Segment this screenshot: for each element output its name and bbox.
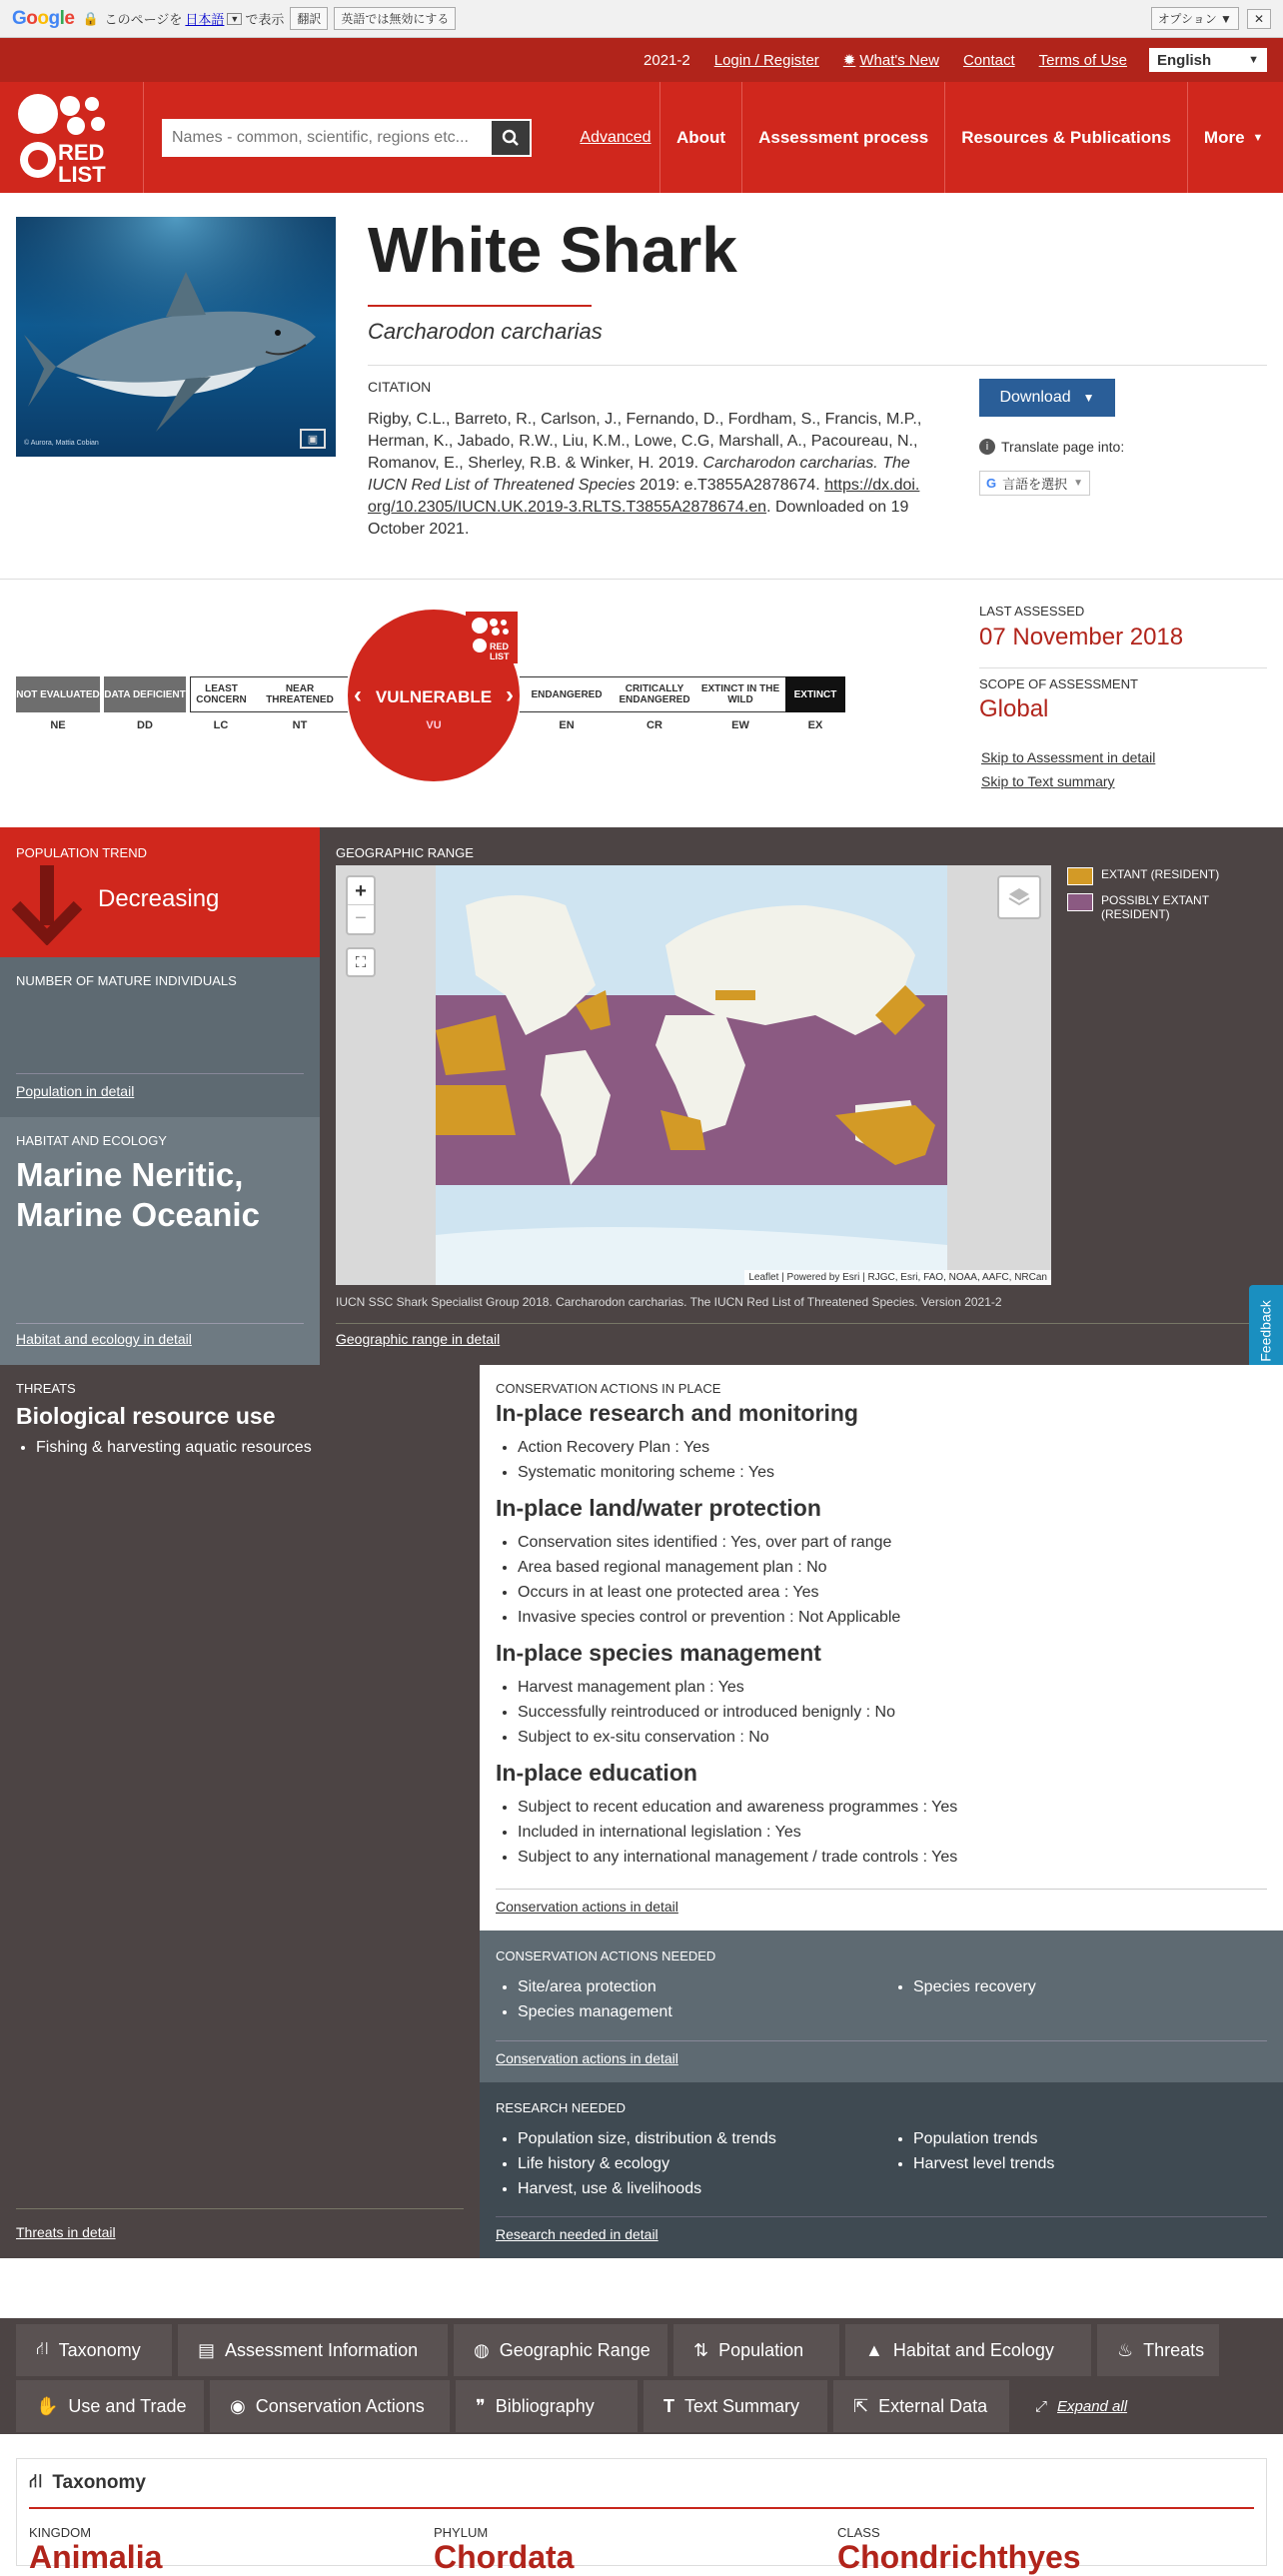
divider (336, 1323, 1267, 1324)
population-trend-label: POPULATION TREND (16, 845, 147, 860)
hand-icon: ✋ (36, 2395, 59, 2416)
section-tabs (0, 2318, 1283, 2434)
taxonomy-heading (29, 2471, 146, 2495)
research-list-2 (891, 2126, 1054, 2176)
utility-bar (0, 38, 1283, 82)
research-item: • Population size, distribution & trends (518, 2126, 776, 2151)
google-translate-bar (0, 0, 1283, 38)
tab-label: Conservation Actions (255, 2395, 425, 2416)
cons-group-title: In-place education (496, 1760, 697, 1786)
geographic-detail-link[interactable]: Geographic range in detail (336, 1331, 501, 1347)
nav-about[interactable]: About (659, 82, 741, 193)
legend-item-extant (1067, 867, 1221, 885)
divider (496, 2040, 1267, 2041)
redlist-category-scale (0, 580, 1283, 827)
translate-text-post: で表示 (245, 12, 285, 27)
chevron-down-icon: ▼ (1082, 391, 1095, 405)
fire-icon: ♨ (1117, 2339, 1134, 2360)
lock-icon: 🔒 (82, 10, 99, 26)
cons-needed-item: • Species management (518, 1999, 672, 2024)
cons-item: • Subject to ex-situ conservation : No (518, 1725, 1267, 1750)
search-icon (502, 129, 520, 147)
abbr-cr: CR (646, 719, 662, 731)
translate-text-pre: このページを (104, 12, 183, 27)
class-label: CLASS (837, 2525, 880, 2540)
species-common-name: White Shark (368, 214, 737, 286)
redlist-badge-icon (466, 612, 518, 663)
cons-needed-list-1 (496, 1974, 672, 2024)
svg-text:LIST: LIST (490, 651, 510, 661)
eye-icon: ◉ (230, 2395, 246, 2416)
scope-value: Global (979, 695, 1049, 722)
language-select[interactable] (1149, 48, 1267, 72)
legend-swatch-extant (1067, 867, 1093, 885)
legend-swatch-possibly-extant (1067, 893, 1093, 911)
kingdom-label: KINGDOM (29, 2525, 92, 2540)
download-label: Download (999, 389, 1071, 406)
research-item: • Population trends (913, 2126, 1054, 2151)
cons-group-list (496, 1530, 1267, 1630)
cons-needed-item: • Species recovery (913, 1974, 1036, 1999)
divider (16, 1073, 304, 1074)
research-item: • Harvest, use & livelihoods (518, 2176, 776, 2201)
gallery-icon[interactable]: ▣ (300, 429, 326, 449)
threats-label: THREATS (16, 1381, 76, 1396)
cons-item: • Harvest management plan : Yes (518, 1675, 1267, 1700)
legend-item-possibly-extant (1067, 893, 1221, 921)
download-button[interactable] (979, 379, 1115, 417)
tab-threats[interactable] (1097, 2324, 1219, 2376)
clipboard-icon: ▤ (198, 2339, 216, 2360)
map-attribution: Leaflet | Powered by Esri | RJGC, Esri, FAO, NOAA, AAFC, NRCan (744, 1270, 1051, 1285)
tab-use-trade[interactable] (16, 2380, 204, 2432)
cons-item: • Action Recovery Plan : Yes (518, 1435, 1267, 1460)
cons-item: • Area based regional management plan : No (518, 1555, 1267, 1580)
conservation-content (480, 1365, 1283, 1870)
world-map (336, 865, 1051, 1285)
kingdom-value[interactable]: Animalia (29, 2539, 163, 2575)
taxonomy-icon: ⛙ (36, 2338, 49, 2358)
tab-habitat-ecology[interactable] (845, 2324, 1091, 2376)
taxonomy-title: Taxonomy (52, 2472, 146, 2493)
citation-text (368, 409, 927, 541)
cons-group-list (496, 1675, 1267, 1750)
citation-title: Carcharodon carcharias. The IUCN Red List of Threatened Species (368, 455, 910, 494)
terms-link[interactable]: Terms of Use (1038, 51, 1127, 69)
translate-text: Translate page into: (1001, 439, 1125, 455)
expand-all-label: Expand all (1057, 2397, 1128, 2415)
advanced-search-link[interactable]: Advanced (580, 128, 651, 146)
google-logo: Google (12, 7, 75, 29)
cons-item: • Invasive species control or prevention : Not Applicable (518, 1605, 1267, 1630)
map-caption: IUCN SSC Shark Specialist Group 2018. Carcharodon carcharias. The IUCN Red List of Threatened Species. Version 2021-2 (336, 1295, 1002, 1309)
search-button[interactable] (492, 121, 530, 155)
vu-label: VULNERABLE (375, 687, 493, 706)
abbr-ex: EX (807, 719, 823, 731)
disable-translate-button[interactable]: 英語では無効にする (334, 7, 456, 30)
tab-text-summary[interactable] (643, 2380, 827, 2432)
species-photo[interactable] (16, 217, 336, 457)
scope-label: SCOPE OF ASSESSMENT (979, 667, 1267, 691)
nav-resources[interactable]: Resources & Publications (944, 82, 1187, 193)
whats-new-label: What's New (859, 51, 939, 69)
svg-text:LIST: LIST (58, 162, 106, 187)
chevron-right-icon: › (506, 681, 514, 708)
species-scientific-name: Carcharodon carcharias (368, 319, 603, 344)
threats-list (16, 1439, 312, 1457)
mature-individuals-label: NUMBER OF MATURE INDIVIDUALS (16, 973, 237, 988)
google-language-select[interactable] (979, 471, 1090, 496)
research-needed-panel (480, 2082, 1283, 2258)
cat-nt: NEAR THREATENED (252, 676, 348, 712)
tab-external-data[interactable] (833, 2380, 1009, 2432)
class-value[interactable]: Chondrichthyes (837, 2539, 1081, 2575)
title-underline (368, 305, 592, 307)
conservation-needed-panel (480, 1931, 1283, 2082)
cons-item: • Subject to any international management / trade controls : Yes (518, 1845, 1267, 1870)
star-icon: ✹ (842, 52, 856, 69)
zoom-in-button[interactable]: + (348, 877, 374, 905)
cons-item: • Conservation sites identified : Yes, over part of range (518, 1530, 1267, 1555)
last-assessed-date: 07 November 2018 (979, 624, 1184, 650)
conservation-needed-detail-link[interactable]: Conservation actions in detail (496, 2050, 678, 2066)
taxonomy-section (16, 2458, 1267, 2575)
external-link-icon: ⇱ (853, 2395, 869, 2416)
chevron-left-icon: ‹ (354, 681, 362, 708)
research-item: • Harvest level trends (913, 2151, 1054, 2176)
search-area (144, 82, 572, 193)
globe-icon: ◍ (474, 2339, 490, 2360)
svg-text:RED: RED (490, 642, 510, 651)
svg-text:RED: RED (58, 140, 105, 165)
zoom-control (346, 875, 376, 935)
vu-abbr: VU (426, 719, 442, 731)
cons-group-list (496, 1795, 1267, 1870)
contact-link[interactable]: Contact (962, 51, 1015, 69)
lang-link[interactable]: 日本語 (185, 12, 225, 27)
cons-group-title: In-place land/water protection (496, 1495, 821, 1521)
caret-down-icon: ▼ (1252, 131, 1264, 144)
divider (29, 2507, 1254, 2509)
abbr-nt: NT (292, 719, 308, 731)
chevron-down-icon: ▼ (1073, 478, 1084, 489)
redlist-logo[interactable] (0, 82, 144, 193)
tab-population[interactable] (673, 2324, 839, 2376)
tab-taxonomy[interactable] (16, 2324, 172, 2376)
shark-illustration (16, 217, 336, 457)
abbr-en: EN (559, 719, 575, 731)
layers-button[interactable] (997, 875, 1041, 919)
habitat-value: Marine Neritic, Marine Oceanic (16, 1156, 260, 1233)
tab-label: Assessment Information (225, 2339, 419, 2360)
cons-group-list (496, 1435, 1267, 1485)
cat-dd: DATA DEFICIENT (104, 676, 186, 712)
cons-needed-list-2 (891, 1974, 1036, 1999)
main-nav (0, 82, 1283, 193)
expand-icon: ⤢ (1035, 2397, 1048, 2415)
abbr-dd: DD (137, 719, 153, 731)
cat-ne: NOT EVALUATED (16, 676, 100, 712)
citation-code: 2019: e.T3855A2878674. (640, 477, 820, 494)
phylum-value[interactable]: Chordata (434, 2539, 575, 2575)
cons-item: • Subject to recent education and awareness programmes : Yes (518, 1795, 1267, 1820)
threats-panel (0, 1365, 480, 2258)
cons-item: • Occurs in at least one protected area : Yes (518, 1580, 1267, 1605)
tab-label: Habitat and Ecology (892, 2339, 1054, 2360)
taxonomy-icon: ⛙ (29, 2471, 43, 2492)
photo-credit: © Aurora, Mattia Cobian (24, 440, 99, 447)
language-value: English (1157, 51, 1212, 69)
nav-assessment-process[interactable]: Assessment process (741, 82, 944, 193)
geographic-range-label: GEOGRAPHIC RANGE (336, 845, 474, 860)
tab-geographic-range[interactable] (454, 2324, 667, 2376)
tab-conservation-actions[interactable] (210, 2380, 450, 2432)
cons-group-title: In-place research and monitoring (496, 1400, 858, 1426)
cat-en: ENDANGERED (520, 676, 614, 712)
tab-label: Text Summary (684, 2395, 800, 2416)
info-icon: i (979, 439, 995, 455)
tab-label: Use and Trade (68, 2395, 187, 2416)
cons-group-title: In-place species management (496, 1640, 821, 1666)
tab-assessment-information[interactable] (178, 2324, 448, 2376)
cat-ew: EXTINCT IN THE WILD (695, 676, 785, 712)
skip-assessment-link[interactable]: Skip to Assessment in detail (981, 749, 1156, 765)
mature-individuals-panel (0, 957, 320, 1117)
text-icon: T (663, 2395, 674, 2416)
google-g-icon: G (986, 476, 997, 491)
quote-icon: ❞ (476, 2395, 486, 2416)
cons-item: • Included in international legislation : Yes (518, 1820, 1267, 1845)
redlist-logo-graphic (0, 82, 144, 193)
divider (16, 1323, 304, 1324)
tab-bibliography[interactable] (456, 2380, 638, 2432)
down-arrow-icon (12, 865, 82, 945)
habitat-detail-link[interactable]: Habitat and ecology in detail (16, 1331, 192, 1347)
cat-lc: LEAST CONCERN (190, 676, 252, 712)
habitat-panel (0, 1117, 320, 1365)
nav-more[interactable] (1187, 82, 1283, 193)
research-needed-label: RESEARCH NEEDED (496, 2100, 627, 2115)
research-list-1 (496, 2126, 776, 2201)
population-detail-link[interactable]: Population in detail (16, 1083, 135, 1099)
search-input[interactable] (164, 121, 492, 155)
threats-title: Biological resource use (16, 1403, 276, 1429)
close-bar-button[interactable]: ✕ (1247, 9, 1271, 29)
research-detail-link[interactable]: Research needed in detail (496, 2226, 658, 2242)
expand-all-button[interactable] (1015, 2380, 1141, 2432)
range-map[interactable] (336, 865, 1051, 1285)
cons-needed-item: • Site/area protection (518, 1974, 672, 1999)
login-link[interactable]: Login / Register (713, 51, 819, 69)
options-button[interactable]: オプション ▼ (1151, 7, 1239, 30)
citation-doi-link[interactable]: https://dx.doi.org/10.2305/IUCN.UK.2019-3.RLTS.T3855A2878674.en (368, 477, 920, 516)
translate-label (979, 439, 1124, 455)
cons-item: • Successfully reintroduced or introduced benignly : No (518, 1700, 1267, 1725)
conservation-label: CONSERVATION ACTIONS IN PLACE (496, 1381, 721, 1396)
divider (496, 1889, 1267, 1890)
tab-label: Geographic Range (499, 2339, 650, 2360)
lang-dropdown-icon[interactable]: ▼ (227, 13, 242, 25)
threats-detail-link[interactable]: Threats in detail (16, 2224, 116, 2240)
citation-downloaded: . Downloaded on 19 October 2021. (368, 499, 909, 538)
abbr-ew: EW (731, 719, 749, 731)
current-category-vu[interactable] (348, 610, 520, 781)
cons-item: • Systematic monitoring scheme : Yes (518, 1460, 1267, 1485)
tab-label: Taxonomy (58, 2339, 141, 2360)
layers-icon (1007, 885, 1031, 909)
map-legend (1067, 867, 1221, 921)
geographic-range-panel (320, 827, 1283, 1365)
conservation-needed-label: CONSERVATION ACTIONS NEEDED (496, 1948, 716, 1963)
legend-extant-label: EXTANT (RESIDENT) (1101, 867, 1220, 881)
divider (496, 2216, 1267, 2217)
abbr-lc: LC (213, 719, 229, 731)
citation-authors: Rigby, C.L., Barreto, R., Carlson, J., Fernando, D., Fordham, S., Francis, M.P., Herman, K., Jabado, R.W., Liu, K.M., Lowe, C.G, Marshall, A., Pacoureau, N., Romanov, E., Sherley, R.B. & Winker, H. 2019. (368, 411, 922, 472)
cat-ex: EXTINCT (785, 676, 845, 712)
legend-possibly-extant-label: POSSIBLY EXTANT (RESIDENT) (1101, 893, 1209, 921)
conservation-in-place-panel (480, 1365, 1283, 1931)
population-trend-value: Decreasing (98, 885, 220, 912)
chevron-down-icon: ▼ (1248, 54, 1259, 66)
tab-label: Threats (1143, 2339, 1205, 2360)
tab-label: External Data (878, 2395, 988, 2416)
version-label: 2021-2 (643, 51, 690, 69)
nav-more-label: More (1203, 127, 1245, 147)
overview-panels (0, 827, 1283, 1365)
threat-item: • Fishing & harvesting aquatic resources (36, 1439, 312, 1457)
research-item: • Life history & ecology (518, 2151, 776, 2176)
abbr-ne: NE (50, 719, 66, 731)
last-assessed-label: LAST ASSESSED (979, 604, 1085, 619)
population-icon: ⇅ (693, 2339, 709, 2360)
translate-button[interactable]: 翻訳 (290, 7, 328, 30)
whats-new-link[interactable] (843, 51, 939, 69)
conservation-detail-link[interactable]: Conservation actions in detail (496, 1899, 678, 1915)
population-trend-panel (0, 827, 320, 957)
divider (368, 365, 1267, 366)
feedback-tab[interactable] (1249, 1285, 1283, 1377)
google-select-label: 言語を選択 (1002, 477, 1068, 492)
feedback-label: Feedback (1258, 1300, 1275, 1362)
species-header (0, 193, 1283, 580)
phylum-label: PHYLUM (434, 2525, 489, 2540)
mountain-icon: ▲ (865, 2339, 883, 2360)
tab-label: Bibliography (495, 2395, 595, 2416)
tab-label: Population (718, 2339, 804, 2360)
cat-cr: CRITICALLY ENDANGERED (614, 676, 695, 712)
zoom-out-button[interactable]: − (355, 907, 367, 929)
citation-label: CITATION (368, 379, 432, 395)
skip-summary-link[interactable]: Skip to Text summary (981, 773, 1115, 789)
habitat-label: HABITAT AND ECOLOGY (16, 1133, 167, 1148)
search-box (162, 119, 532, 157)
fullscreen-button[interactable]: ⛶ (346, 947, 376, 977)
divider (16, 2208, 464, 2209)
